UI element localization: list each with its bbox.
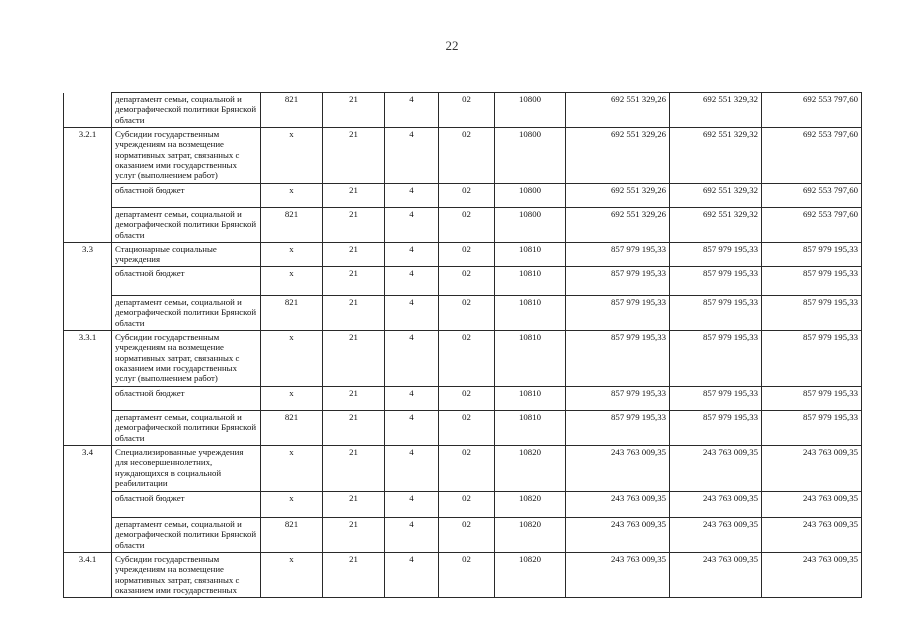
subsection-code: 4 bbox=[385, 331, 439, 387]
amount-year-3: 692 553 797,60 bbox=[762, 208, 862, 243]
grbs-code: 821 bbox=[261, 518, 323, 553]
amount-year-3: 857 979 195,33 bbox=[762, 243, 862, 267]
grbs-code: x bbox=[261, 492, 323, 518]
amount-year-3: 857 979 195,33 bbox=[762, 411, 862, 446]
section-code: 21 bbox=[323, 518, 385, 553]
amount-year-1: 857 979 195,33 bbox=[566, 387, 670, 411]
row-name: департамент семьи, социальной и демографической политики Брянской области bbox=[112, 208, 261, 243]
amount-year-2: 243 763 009,35 bbox=[670, 518, 762, 553]
row-number bbox=[64, 184, 112, 208]
target-code: 02 bbox=[439, 446, 495, 492]
amount-year-2: 692 551 329,32 bbox=[670, 128, 762, 184]
table-row bbox=[64, 446, 862, 492]
section-code: 21 bbox=[323, 267, 385, 296]
amount-year-3: 243 763 009,35 bbox=[762, 492, 862, 518]
target-code: 02 bbox=[439, 518, 495, 553]
row-name: департамент семьи, социальной и демографической политики Брянской области bbox=[112, 411, 261, 446]
expense-type-code: 10820 bbox=[495, 553, 566, 598]
amount-year-2: 243 763 009,35 bbox=[670, 492, 762, 518]
row-name: областной бюджет bbox=[112, 267, 261, 296]
row-number: 3.3 bbox=[64, 243, 112, 267]
amount-year-1: 857 979 195,33 bbox=[566, 243, 670, 267]
target-code: 02 bbox=[439, 208, 495, 243]
amount-year-3: 857 979 195,33 bbox=[762, 267, 862, 296]
expense-type-code: 10810 bbox=[495, 243, 566, 267]
amount-year-2: 857 979 195,33 bbox=[670, 411, 762, 446]
page-number: 22 bbox=[445, 38, 459, 53]
subsection-code: 4 bbox=[385, 128, 439, 184]
section-code: 21 bbox=[323, 296, 385, 331]
section-code: 21 bbox=[323, 387, 385, 411]
row-number bbox=[64, 93, 112, 128]
row-number bbox=[64, 296, 112, 331]
expense-type-code: 10800 bbox=[495, 128, 566, 184]
amount-year-2: 857 979 195,33 bbox=[670, 243, 762, 267]
expense-type-code: 10820 bbox=[495, 518, 566, 553]
amount-year-1: 243 763 009,35 bbox=[566, 518, 670, 553]
row-name: департамент семьи, социальной и демографической политики Брянской области bbox=[112, 296, 261, 331]
row-number: 3.4 bbox=[64, 446, 112, 492]
table-row bbox=[64, 553, 862, 598]
table-row bbox=[64, 243, 862, 267]
budget-table bbox=[63, 92, 862, 598]
section-code: 21 bbox=[323, 208, 385, 243]
amount-year-3: 857 979 195,33 bbox=[762, 296, 862, 331]
row-name: областной бюджет bbox=[112, 387, 261, 411]
amount-year-2: 857 979 195,33 bbox=[670, 267, 762, 296]
target-code: 02 bbox=[439, 267, 495, 296]
target-code: 02 bbox=[439, 387, 495, 411]
row-name: Субсидии государственным учреждениям на возмещение нормативных затрат, связанных с оказанием ими государственных bbox=[112, 553, 261, 598]
grbs-code: x bbox=[261, 267, 323, 296]
grbs-code: 821 bbox=[261, 208, 323, 243]
expense-type-code: 10800 bbox=[495, 184, 566, 208]
subsection-code: 4 bbox=[385, 208, 439, 243]
grbs-code: x bbox=[261, 331, 323, 387]
row-number bbox=[64, 411, 112, 446]
table-row bbox=[64, 331, 862, 387]
grbs-code: x bbox=[261, 387, 323, 411]
expense-type-code: 10810 bbox=[495, 411, 566, 446]
amount-year-3: 243 763 009,35 bbox=[762, 518, 862, 553]
amount-year-1: 243 763 009,35 bbox=[566, 553, 670, 598]
subsection-code: 4 bbox=[385, 553, 439, 598]
amount-year-3: 692 553 797,60 bbox=[762, 184, 862, 208]
amount-year-2: 857 979 195,33 bbox=[670, 296, 762, 331]
subsection-code: 4 bbox=[385, 267, 439, 296]
subsection-code: 4 bbox=[385, 296, 439, 331]
target-code: 02 bbox=[439, 411, 495, 446]
amount-year-1: 857 979 195,33 bbox=[566, 331, 670, 387]
amount-year-2: 243 763 009,35 bbox=[670, 446, 762, 492]
amount-year-2: 692 551 329,32 bbox=[670, 93, 762, 128]
expense-type-code: 10820 bbox=[495, 446, 566, 492]
target-code: 02 bbox=[439, 492, 495, 518]
row-name: Субсидии государственным учреждениям на возмещение нормативных затрат, связанных с оказанием ими государственных услуг (выполнением работ) bbox=[112, 128, 261, 184]
section-code: 21 bbox=[323, 553, 385, 598]
subsection-code: 4 bbox=[385, 387, 439, 411]
expense-type-code: 10810 bbox=[495, 267, 566, 296]
table-row bbox=[64, 267, 862, 296]
section-code: 21 bbox=[323, 243, 385, 267]
row-number bbox=[64, 492, 112, 518]
row-name: Стационарные социальные учреждения bbox=[112, 243, 261, 267]
amount-year-3: 857 979 195,33 bbox=[762, 387, 862, 411]
table-row bbox=[64, 296, 862, 331]
section-code: 21 bbox=[323, 411, 385, 446]
grbs-code: 821 bbox=[261, 411, 323, 446]
row-name: Специализированные учреждения для несовершеннолетних, нуждающихся в социальной реабилитации bbox=[112, 446, 261, 492]
amount-year-2: 857 979 195,33 bbox=[670, 331, 762, 387]
target-code: 02 bbox=[439, 184, 495, 208]
row-number: 3.4.1 bbox=[64, 553, 112, 598]
subsection-code: 4 bbox=[385, 492, 439, 518]
amount-year-3: 243 763 009,35 bbox=[762, 446, 862, 492]
section-code: 21 bbox=[323, 492, 385, 518]
section-code: 21 bbox=[323, 184, 385, 208]
row-number: 3.3.1 bbox=[64, 331, 112, 387]
table-row bbox=[64, 128, 862, 184]
grbs-code: x bbox=[261, 243, 323, 267]
table-row bbox=[64, 411, 862, 446]
amount-year-2: 243 763 009,35 bbox=[670, 553, 762, 598]
expense-type-code: 10800 bbox=[495, 93, 566, 128]
table-body bbox=[64, 93, 862, 598]
amount-year-1: 857 979 195,33 bbox=[566, 267, 670, 296]
amount-year-2: 692 551 329,32 bbox=[670, 184, 762, 208]
target-code: 02 bbox=[439, 128, 495, 184]
row-number bbox=[64, 518, 112, 553]
section-code: 21 bbox=[323, 93, 385, 128]
expense-type-code: 10810 bbox=[495, 296, 566, 331]
row-name: департамент семьи, социальной и демографической политики Брянской области bbox=[112, 93, 261, 128]
grbs-code: 821 bbox=[261, 296, 323, 331]
subsection-code: 4 bbox=[385, 518, 439, 553]
table-row bbox=[64, 492, 862, 518]
subsection-code: 4 bbox=[385, 243, 439, 267]
target-code: 02 bbox=[439, 553, 495, 598]
grbs-code: x bbox=[261, 553, 323, 598]
table-row bbox=[64, 387, 862, 411]
target-code: 02 bbox=[439, 93, 495, 128]
grbs-code: 821 bbox=[261, 93, 323, 128]
amount-year-1: 692 551 329,26 bbox=[566, 128, 670, 184]
amount-year-3: 243 763 009,35 bbox=[762, 553, 862, 598]
amount-year-2: 857 979 195,33 bbox=[670, 387, 762, 411]
subsection-code: 4 bbox=[385, 446, 439, 492]
grbs-code: x bbox=[261, 128, 323, 184]
row-number bbox=[64, 387, 112, 411]
table-row bbox=[64, 208, 862, 243]
row-name: областной бюджет bbox=[112, 184, 261, 208]
amount-year-1: 243 763 009,35 bbox=[566, 446, 670, 492]
amount-year-3: 692 553 797,60 bbox=[762, 128, 862, 184]
amount-year-2: 692 551 329,32 bbox=[670, 208, 762, 243]
expense-type-code: 10820 bbox=[495, 492, 566, 518]
target-code: 02 bbox=[439, 296, 495, 331]
expense-type-code: 10810 bbox=[495, 331, 566, 387]
amount-year-3: 857 979 195,33 bbox=[762, 331, 862, 387]
section-code: 21 bbox=[323, 331, 385, 387]
amount-year-1: 692 551 329,26 bbox=[566, 93, 670, 128]
row-number: 3.2.1 bbox=[64, 128, 112, 184]
row-number bbox=[64, 208, 112, 243]
subsection-code: 4 bbox=[385, 411, 439, 446]
target-code: 02 bbox=[439, 243, 495, 267]
amount-year-1: 692 551 329,26 bbox=[566, 208, 670, 243]
grbs-code: x bbox=[261, 446, 323, 492]
grbs-code: x bbox=[261, 184, 323, 208]
expense-type-code: 10810 bbox=[495, 387, 566, 411]
row-name: областной бюджет bbox=[112, 492, 261, 518]
section-code: 21 bbox=[323, 128, 385, 184]
row-number bbox=[64, 267, 112, 296]
section-code: 21 bbox=[323, 446, 385, 492]
table-row bbox=[64, 93, 862, 128]
target-code: 02 bbox=[439, 331, 495, 387]
expense-type-code: 10800 bbox=[495, 208, 566, 243]
amount-year-1: 857 979 195,33 bbox=[566, 296, 670, 331]
subsection-code: 4 bbox=[385, 184, 439, 208]
amount-year-1: 857 979 195,33 bbox=[566, 411, 670, 446]
amount-year-1: 692 551 329,26 bbox=[566, 184, 670, 208]
amount-year-1: 243 763 009,35 bbox=[566, 492, 670, 518]
table-row bbox=[64, 184, 862, 208]
row-name: департамент семьи, социальной и демографической политики Брянской области bbox=[112, 518, 261, 553]
row-name: Субсидии государственным учреждениям на возмещение нормативных затрат, связанных с оказанием ими государственных услуг (выполнением работ) bbox=[112, 331, 261, 387]
subsection-code: 4 bbox=[385, 93, 439, 128]
amount-year-3: 692 553 797,60 bbox=[762, 93, 862, 128]
table-row bbox=[64, 518, 862, 553]
